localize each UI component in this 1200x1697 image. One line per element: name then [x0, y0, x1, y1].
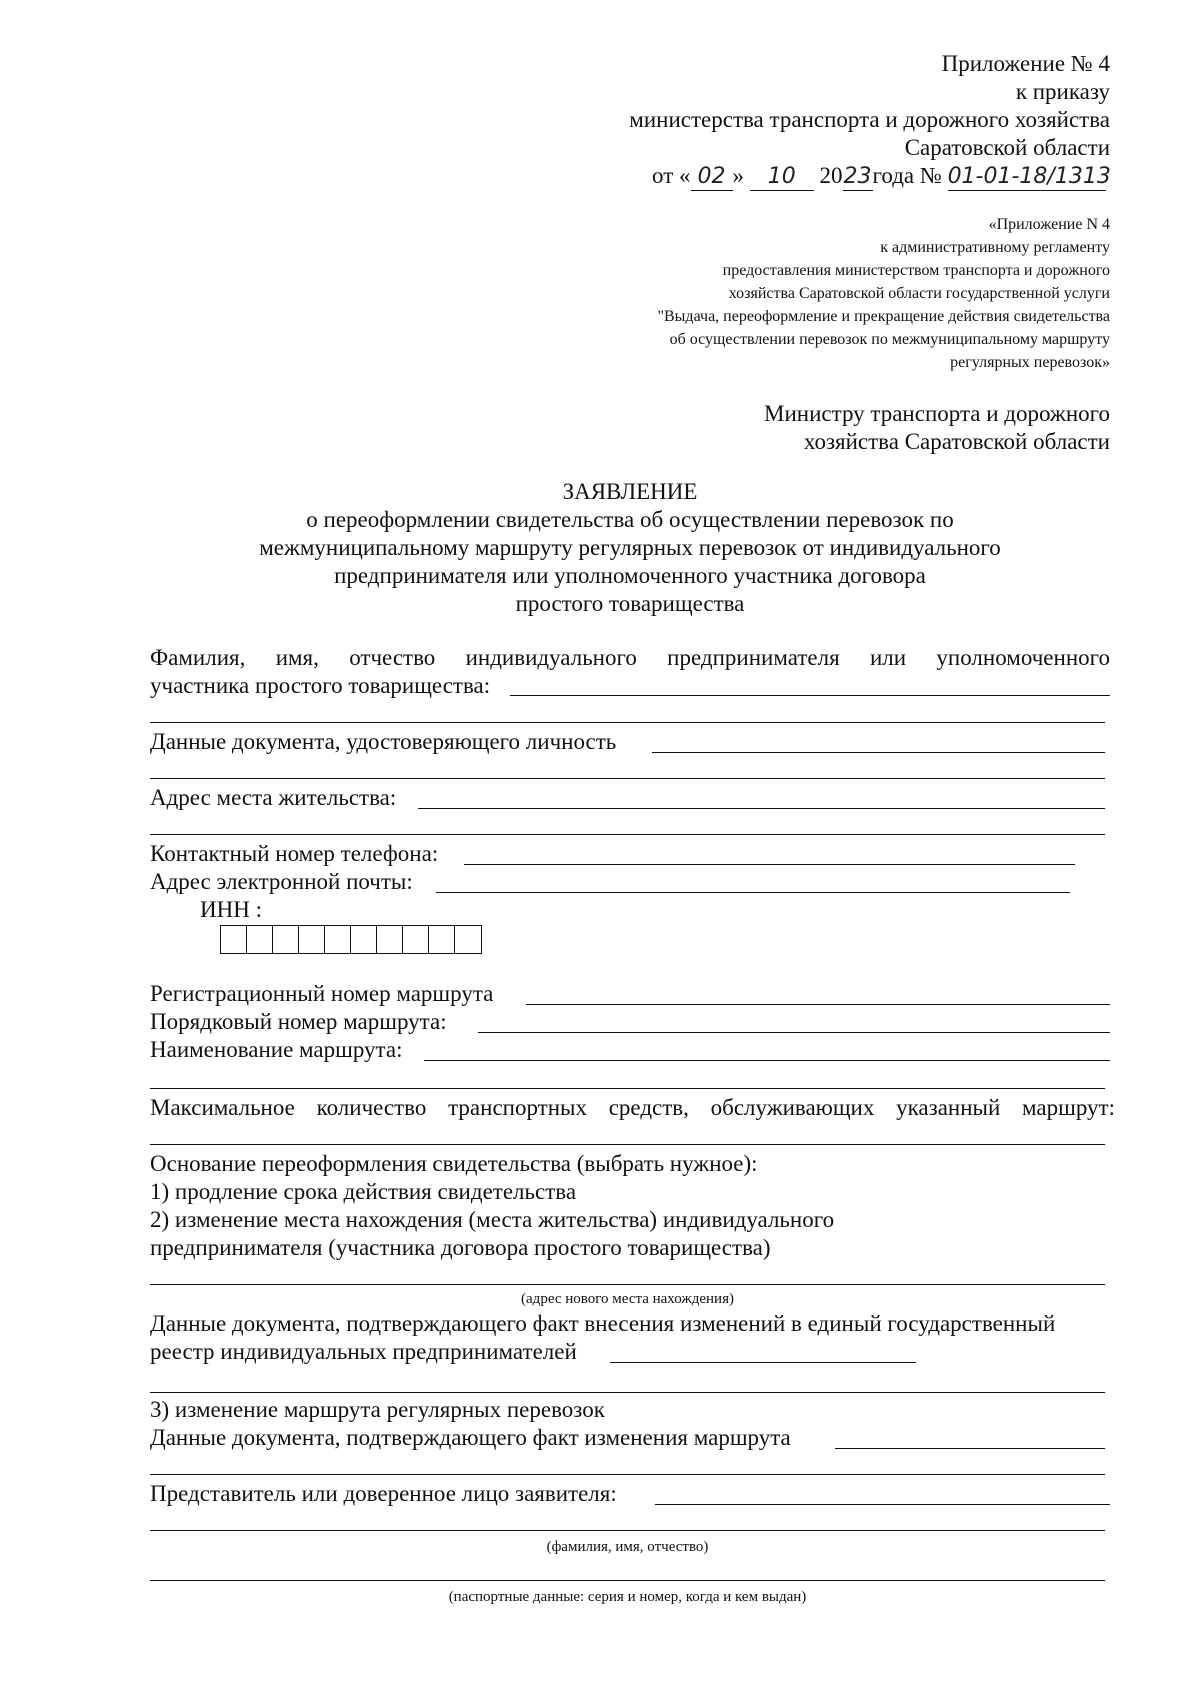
- representative-input-line[interactable]: [655, 1504, 1110, 1505]
- address-input-line[interactable]: [418, 808, 1105, 809]
- inn-cell[interactable]: [403, 926, 429, 953]
- regulation-note-line-1: «Приложение N 4: [988, 216, 1110, 233]
- inn-cell[interactable]: [273, 926, 299, 953]
- inn-cell[interactable]: [377, 926, 403, 953]
- regulation-note-line-6: об осуществлении перевозок по межмуниципальному маршруту: [669, 331, 1110, 348]
- route-change-doc-label: Данные документа, подтверждающего факт изменения маршрута: [150, 1425, 791, 1450]
- phone-input-line[interactable]: [464, 864, 1075, 865]
- fio-input-line[interactable]: [510, 695, 1110, 696]
- registry-doc-input-line[interactable]: [610, 1362, 916, 1363]
- address-input-line-2[interactable]: [150, 834, 1105, 835]
- route-order-number-input-line[interactable]: [478, 1032, 1110, 1033]
- inn-cell[interactable]: [455, 926, 481, 953]
- route-name-label: Наименование маршрута:: [150, 1037, 403, 1062]
- representative-label: Представитель или доверенное лицо заявителя:: [150, 1481, 617, 1506]
- appendix-region: Саратовской области: [904, 135, 1110, 160]
- appendix-order-ref: к приказу: [1015, 79, 1110, 104]
- date-day: 02: [697, 164, 726, 189]
- registry-doc-label-line-2: реестр индивидуальных предпринимателей: [150, 1339, 577, 1364]
- new-address-caption: (адрес нового места нахождения): [521, 1291, 734, 1307]
- fio-label-line-1: Фамилия, имя, отчество индивидуального предпринимателя или уполномоченного: [150, 645, 1110, 670]
- appendix-title: Приложение № 4: [941, 51, 1110, 76]
- max-vehicles-input-line[interactable]: [150, 1144, 1105, 1145]
- inn-cell[interactable]: [351, 926, 377, 953]
- basis-option-2-line-1: 2) изменение места нахождения (места жительства) индивидуального: [150, 1207, 835, 1232]
- regulation-note-line-4: хозяйства Саратовской области государственной услуги: [728, 285, 1110, 302]
- document-heading: ЗАЯВЛЕНИЕ: [562, 479, 698, 504]
- route-name-input-line[interactable]: [424, 1060, 1110, 1061]
- regulation-note-line-7: регулярных перевозок»: [950, 354, 1110, 371]
- regulation-note-line-2: к административному регламенту: [880, 239, 1110, 256]
- route-change-doc-input-line[interactable]: [835, 1448, 1105, 1449]
- basis-heading: Основание переоформления свидетельства (выбрать нужное):: [150, 1151, 758, 1176]
- document-subject-line-2: межмуниципальному маршруту регулярных перевозок от индивидуального: [259, 535, 1001, 560]
- registry-doc-input-line-2[interactable]: [150, 1392, 1105, 1393]
- regulation-note-line-5: "Выдача, переоформление и прекращение действия свидетельства: [657, 308, 1110, 325]
- representative-passport-input-line[interactable]: [150, 1580, 1105, 1581]
- email-input-line[interactable]: [436, 892, 1070, 893]
- route-change-doc-input-line-2[interactable]: [150, 1474, 1105, 1475]
- phone-label: Контактный номер телефона:: [150, 841, 439, 866]
- representative-fio-caption: (фамилия, имя, отчество): [546, 1539, 709, 1555]
- basis-option-2-line-2: предпринимателя (участника договора простого товарищества): [150, 1235, 771, 1260]
- date-year: 23: [843, 164, 872, 189]
- id-document-input-line-2[interactable]: [150, 778, 1105, 779]
- id-document-label: Данные документа, удостоверяющего личность: [150, 729, 617, 754]
- route-reg-number-label: Регистрационный номер маршрута: [150, 981, 494, 1006]
- id-document-input-line[interactable]: [652, 752, 1105, 753]
- date-prefix: от «: [652, 163, 691, 188]
- email-label: Адрес электронной почты:: [150, 869, 413, 894]
- date-suffix: года №: [872, 163, 942, 188]
- route-name-input-line-2[interactable]: [150, 1088, 1105, 1089]
- route-order-number-label: Порядковый номер маршрута:: [150, 1009, 447, 1034]
- inn-cell[interactable]: [221, 926, 247, 953]
- date-month: 10: [767, 164, 796, 189]
- representative-passport-caption: (паспортные данные: серия и номер, когда и кем выдан): [448, 1589, 807, 1605]
- basis-option-3: 3) изменение маршрута регулярных перевозок: [150, 1397, 605, 1422]
- document-subject-line-3: предпринимателя или уполномоченного участника договора: [334, 563, 926, 588]
- fio-label-line-2: участника простого товарищества:: [150, 673, 491, 698]
- date-year-prefix: 20: [819, 163, 843, 188]
- address-label: Адрес места жительства:: [150, 785, 397, 810]
- order-number: 01-01-18/1313: [947, 164, 1111, 189]
- fio-input-line-2[interactable]: [150, 722, 1105, 723]
- route-reg-number-input-line[interactable]: [526, 1004, 1110, 1005]
- regulation-note-line-3: предоставления министерством транспорта и дорожного: [722, 262, 1110, 279]
- inn-label: ИНН :: [200, 897, 262, 922]
- document-subject-line-1: о переоформлении свидетельства об осуществлении перевозок по: [306, 507, 954, 532]
- appendix-ministry: министерства транспорта и дорожного хозяйства: [629, 107, 1110, 132]
- date-mid: »: [732, 163, 744, 188]
- inn-cell[interactable]: [299, 926, 325, 953]
- order-date-line: [652, 162, 1111, 191]
- representative-fio-input-line[interactable]: [150, 1530, 1105, 1531]
- document-subject-line-4: простого товарищества: [515, 591, 745, 616]
- addressee-line-1: Министру транспорта и дорожного: [764, 401, 1110, 426]
- registry-doc-label-line-1: Данные документа, подтверждающего факт внесения изменений в единый государственный: [150, 1311, 1056, 1336]
- new-address-input-line[interactable]: [150, 1284, 1105, 1285]
- max-vehicles-label: Максимальное количество транспортных средств, обслуживающих указанный маршрут:: [150, 1095, 1115, 1120]
- inn-input-grid[interactable]: [220, 925, 482, 954]
- inn-cell[interactable]: [325, 926, 351, 953]
- inn-cell[interactable]: [429, 926, 455, 953]
- inn-cell[interactable]: [247, 926, 273, 953]
- addressee-line-2: хозяйства Саратовской области: [803, 429, 1110, 454]
- basis-option-1: 1) продление срока действия свидетельства: [150, 1179, 577, 1204]
